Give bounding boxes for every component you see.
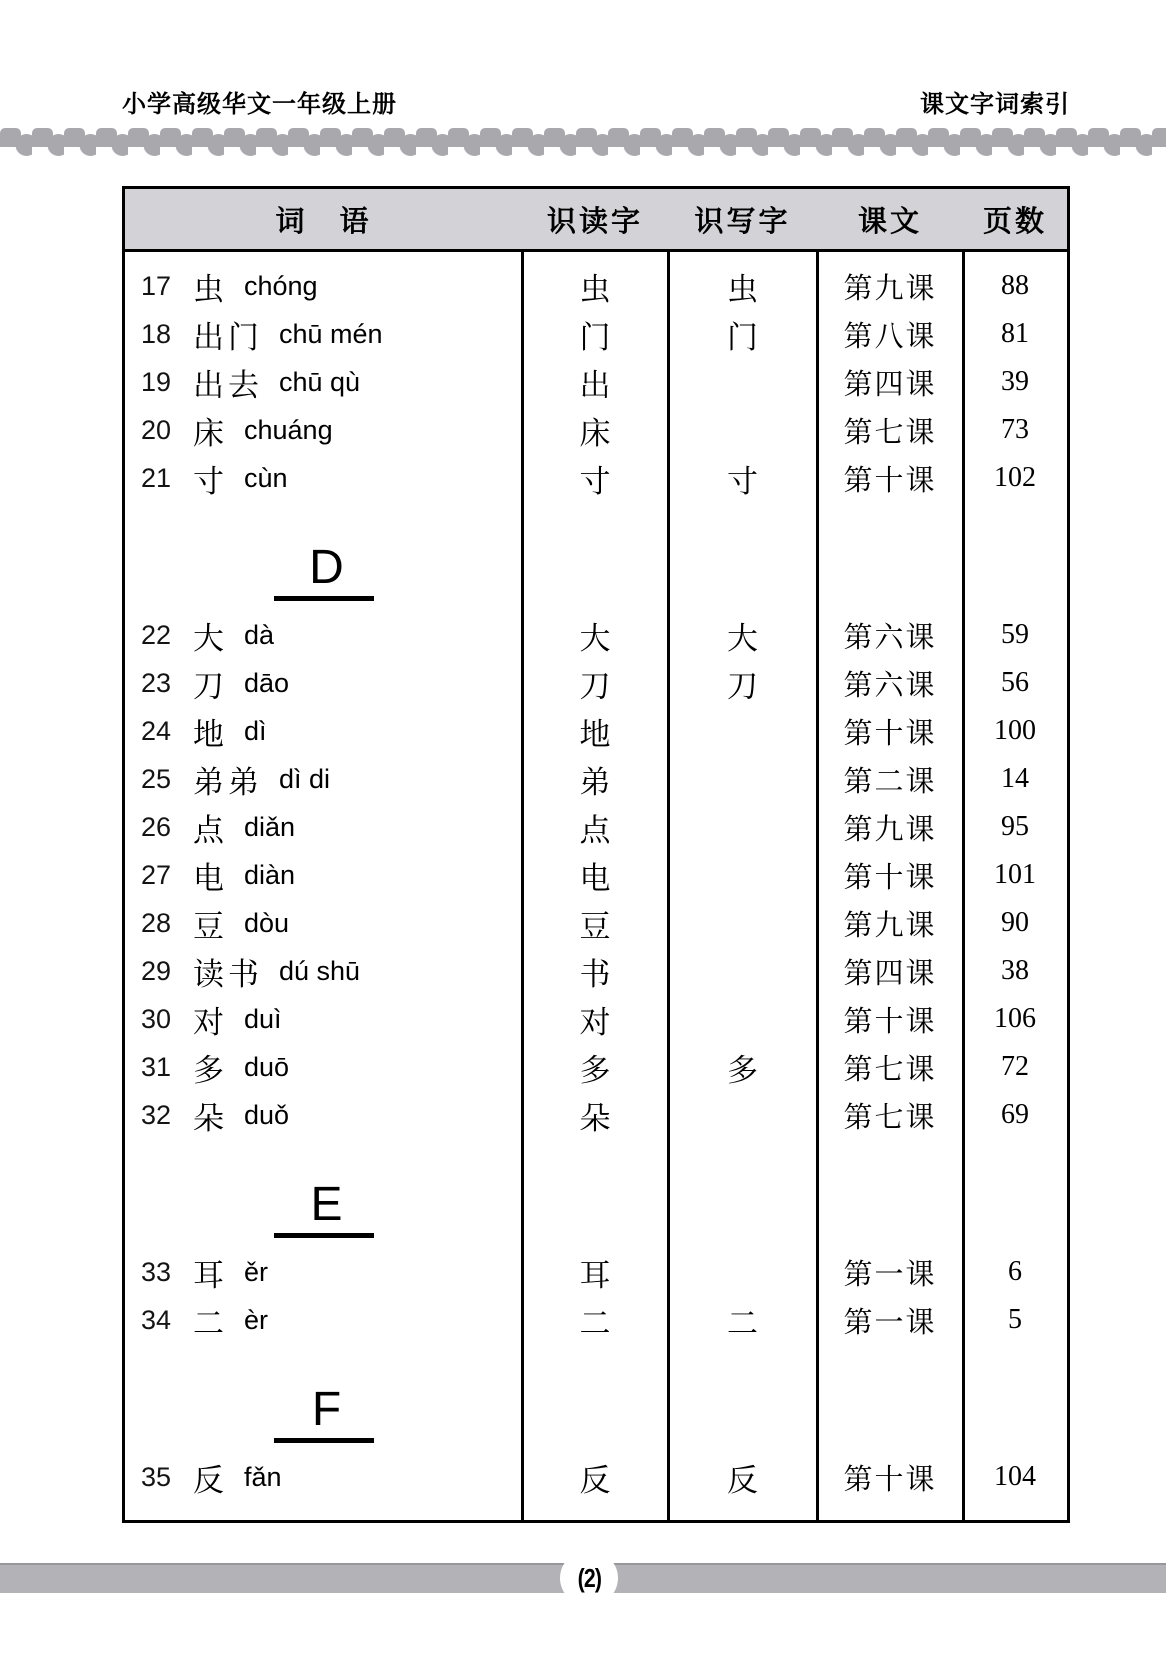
row-number: 21 <box>141 462 172 493</box>
row-number: 30 <box>141 1003 172 1034</box>
table-row <box>125 1248 1067 1296</box>
row-number: 19 <box>141 366 172 397</box>
row-number: 35 <box>141 1461 172 1492</box>
word-pinyin: dú shū <box>279 955 361 986</box>
page-number: 73 <box>1001 414 1029 445</box>
word-pinyin: cùn <box>244 462 288 493</box>
read-char: 电 <box>579 860 611 896</box>
table-row <box>125 851 1067 899</box>
lesson-name: 第十课 <box>843 717 937 750</box>
word-cell <box>125 1250 522 1295</box>
section-underline <box>274 1233 374 1238</box>
word-hanzi: 出去 <box>193 367 263 403</box>
word-cell <box>125 1298 522 1343</box>
page-number: 81 <box>1001 318 1029 349</box>
lesson-name: 第二课 <box>843 765 937 798</box>
lesson-name: 第十课 <box>843 1463 937 1496</box>
table-row <box>125 707 1067 755</box>
word-hanzi: 多 <box>193 1052 228 1088</box>
read-char: 豆 <box>579 908 611 944</box>
row-number: 32 <box>141 1099 172 1130</box>
word-cell <box>125 408 522 453</box>
row-number: 22 <box>141 619 172 650</box>
word-pinyin: chū mén <box>279 318 383 349</box>
table-row <box>125 755 1067 803</box>
word-pinyin: dì <box>244 715 267 746</box>
page-number: 95 <box>1001 811 1029 842</box>
word-cell <box>125 613 522 658</box>
write-char: 刀 <box>727 668 758 704</box>
page-number: 69 <box>1001 1099 1029 1130</box>
write-char: 虫 <box>727 271 758 307</box>
page-number: 101 <box>994 859 1036 890</box>
word-hanzi: 点 <box>193 812 228 848</box>
word-hanzi: 床 <box>193 415 228 451</box>
column-header-lesson: 课文 <box>857 205 922 238</box>
word-hanzi: 虫 <box>193 271 228 307</box>
column-header-word: 词 语 <box>275 205 372 238</box>
table-row <box>125 1043 1067 1091</box>
word-hanzi: 大 <box>193 620 228 656</box>
table-row <box>125 454 1067 502</box>
table-row <box>125 947 1067 995</box>
row-number: 17 <box>141 270 172 301</box>
read-char: 多 <box>579 1052 611 1088</box>
word-hanzi: 电 <box>193 860 228 896</box>
page-number: 6 <box>1008 1256 1022 1287</box>
page-number: 106 <box>994 1003 1036 1034</box>
table-body <box>125 252 1067 1501</box>
word-cell <box>125 709 522 754</box>
column-divider <box>667 252 670 1523</box>
read-char: 对 <box>579 1004 611 1040</box>
word-hanzi: 反 <box>193 1462 228 1498</box>
page-number: 38 <box>1001 955 1029 986</box>
word-pinyin: duō <box>244 1051 290 1082</box>
write-char: 寸 <box>727 463 758 499</box>
word-pinyin: chuáng <box>244 414 333 445</box>
word-cell <box>125 805 522 850</box>
page-number: 39 <box>1001 366 1029 397</box>
word-hanzi: 弟弟 <box>193 764 263 800</box>
read-char: 二 <box>579 1305 611 1341</box>
word-hanzi: 出门 <box>193 319 263 355</box>
page-number: 104 <box>994 1461 1036 1492</box>
lesson-name: 第六课 <box>843 669 937 702</box>
word-index-table <box>122 186 1070 1523</box>
section-letter: F <box>311 1383 342 1436</box>
lesson-name: 第九课 <box>843 909 937 942</box>
table-row <box>125 803 1067 851</box>
read-char: 门 <box>579 319 611 355</box>
row-number: 33 <box>141 1256 172 1287</box>
read-char: 耳 <box>579 1257 611 1293</box>
row-number: 24 <box>141 715 172 746</box>
lesson-name: 第七课 <box>843 1101 937 1134</box>
table-row <box>125 406 1067 454</box>
word-cell <box>125 1093 522 1138</box>
page-number: 14 <box>1001 763 1029 794</box>
column-divider <box>962 252 965 1523</box>
row-number: 27 <box>141 859 172 890</box>
word-cell <box>125 757 522 802</box>
read-char: 反 <box>579 1462 611 1498</box>
read-char: 书 <box>579 956 611 992</box>
table-header-row <box>125 189 1067 252</box>
column-header-page: 页数 <box>982 205 1047 238</box>
page-number: 100 <box>994 715 1036 746</box>
read-char: 虫 <box>579 271 611 307</box>
word-pinyin: dà <box>244 619 275 650</box>
word-hanzi: 地 <box>193 716 228 752</box>
word-pinyin: dāo <box>244 667 290 698</box>
table-row <box>125 358 1067 406</box>
write-char: 多 <box>727 1052 758 1088</box>
table-row <box>125 899 1067 947</box>
table-row <box>125 1296 1067 1344</box>
lesson-name: 第九课 <box>843 272 937 305</box>
read-char: 出 <box>579 367 611 403</box>
lesson-name: 第四课 <box>843 368 937 401</box>
word-hanzi: 二 <box>193 1305 228 1341</box>
section-heading <box>125 1179 522 1238</box>
page-number: 5 <box>1008 1304 1022 1335</box>
page-number: 72 <box>1001 1051 1029 1082</box>
page-number: 90 <box>1001 907 1029 938</box>
running-head-right: 课文字词索引 <box>920 91 1070 118</box>
word-cell <box>125 997 522 1042</box>
read-char: 点 <box>579 812 611 848</box>
lesson-name: 第七课 <box>843 1053 937 1086</box>
write-char: 二 <box>727 1305 758 1341</box>
column-header-write-char: 识写字 <box>694 205 791 238</box>
table-row <box>125 1091 1067 1139</box>
word-pinyin: chū qù <box>279 366 361 397</box>
section-underline <box>274 596 374 601</box>
row-number: 28 <box>141 907 172 938</box>
lesson-name: 第一课 <box>843 1258 937 1291</box>
word-cell <box>125 312 522 357</box>
decorative-wave-band <box>0 128 1166 158</box>
page-number: 59 <box>1001 619 1029 650</box>
table-row <box>125 1453 1067 1501</box>
page-number: 88 <box>1001 270 1029 301</box>
read-char: 地 <box>579 716 611 752</box>
lesson-name: 第一课 <box>843 1306 937 1339</box>
word-hanzi: 朵 <box>193 1100 228 1136</box>
section-underline <box>274 1438 374 1443</box>
row-number: 18 <box>141 318 172 349</box>
read-char: 刀 <box>579 668 611 704</box>
row-number: 29 <box>141 955 172 986</box>
page-number: 102 <box>994 462 1036 493</box>
read-char: 弟 <box>579 764 611 800</box>
footer-page-oval <box>560 1550 618 1606</box>
row-number: 31 <box>141 1051 172 1082</box>
word-hanzi: 寸 <box>193 463 228 499</box>
lesson-name: 第八课 <box>843 320 937 353</box>
word-pinyin: diàn <box>244 859 296 890</box>
write-char: 反 <box>727 1462 758 1498</box>
read-char: 朵 <box>579 1100 611 1136</box>
page-number: 56 <box>1001 667 1029 698</box>
word-cell <box>125 949 522 994</box>
row-number: 23 <box>141 667 172 698</box>
table-row <box>125 659 1067 707</box>
footer-page-number: (2) <box>577 1562 601 1593</box>
table-row <box>125 262 1067 310</box>
row-number: 25 <box>141 763 172 794</box>
column-divider <box>816 252 819 1523</box>
lesson-name: 第四课 <box>843 957 937 990</box>
word-cell <box>125 456 522 501</box>
section-letter: E <box>310 1178 343 1231</box>
word-pinyin: diǎn <box>244 811 296 842</box>
word-pinyin: dòu <box>244 907 290 938</box>
row-number: 34 <box>141 1304 172 1335</box>
lesson-name: 第十课 <box>843 861 937 894</box>
word-hanzi: 耳 <box>193 1257 228 1293</box>
write-char: 大 <box>727 620 758 656</box>
table-row <box>125 995 1067 1043</box>
lesson-name: 第十课 <box>843 464 937 497</box>
word-pinyin: èr <box>244 1304 269 1335</box>
column-header-read-char: 识读字 <box>546 205 643 238</box>
word-hanzi: 豆 <box>193 908 228 944</box>
section-heading <box>125 542 522 601</box>
read-char: 大 <box>579 620 611 656</box>
lesson-name: 第七课 <box>843 416 937 449</box>
read-char: 床 <box>579 415 611 451</box>
word-cell <box>125 360 522 405</box>
section-letter: D <box>309 541 344 594</box>
lesson-name: 第六课 <box>843 621 937 654</box>
wave-band-graphic <box>0 128 1166 158</box>
word-cell <box>125 901 522 946</box>
write-char: 门 <box>727 319 758 355</box>
word-pinyin: duǒ <box>244 1099 290 1130</box>
running-head-left: 小学高级华文一年级上册 <box>122 91 397 118</box>
word-pinyin: duì <box>244 1003 282 1034</box>
word-cell <box>125 264 522 309</box>
table-row <box>125 310 1067 358</box>
column-divider <box>521 252 524 1523</box>
word-cell <box>125 661 522 706</box>
word-cell <box>125 1045 522 1090</box>
read-char: 寸 <box>579 463 611 499</box>
word-pinyin: dì di <box>279 763 331 794</box>
table-row <box>125 611 1067 659</box>
word-cell <box>125 853 522 898</box>
word-pinyin: chóng <box>244 270 318 301</box>
row-number: 20 <box>141 414 172 445</box>
word-pinyin: ěr <box>244 1256 269 1287</box>
word-hanzi: 刀 <box>193 668 228 704</box>
word-hanzi: 读书 <box>193 956 263 992</box>
section-heading <box>125 1384 522 1443</box>
lesson-name: 第九课 <box>843 813 937 846</box>
lesson-name: 第十课 <box>843 1005 937 1038</box>
word-pinyin: fǎn <box>244 1461 282 1492</box>
word-cell <box>125 1455 522 1500</box>
word-hanzi: 对 <box>193 1004 228 1040</box>
row-number: 26 <box>141 811 172 842</box>
